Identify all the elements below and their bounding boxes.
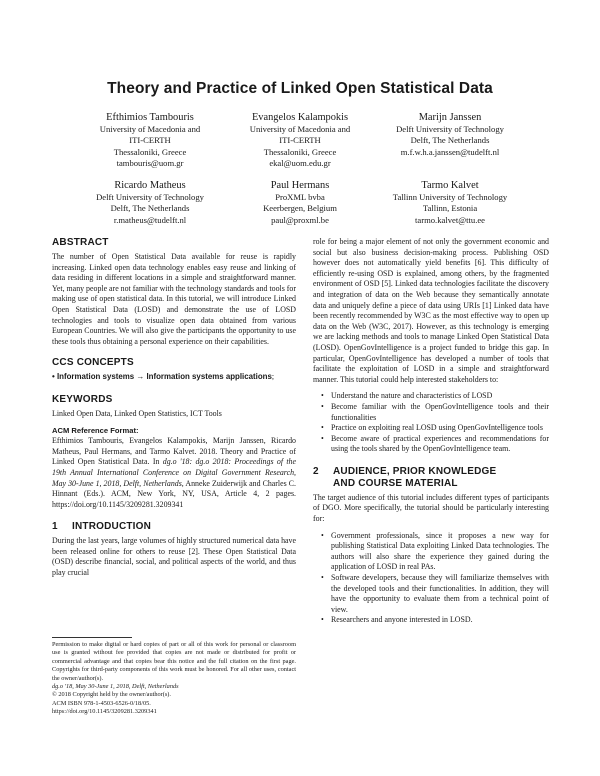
author-name: Efthimios Tambouris [106, 112, 194, 123]
list-item: • Become aware of practical experiences and recommendations for using the tools shared by the OpenGovIntelligence team. [331, 434, 549, 455]
left-column [52, 237, 296, 579]
author-email: r.matheus@tudelft.nl [113, 214, 187, 225]
author-name: Paul Hermans [270, 180, 330, 191]
audience-heading [313, 466, 549, 490]
intro-heading [52, 521, 296, 533]
author-affiliation: University of Macedonia and [99, 124, 201, 134]
reference-publisher: , Anneke Zuiderwijk and Charles C. Hinnant (Eds.). ACM, New York, NY, USA, Article 4, 2 pages. https://doi.org/10.1145/3209281.3209341 [52, 478, 296, 509]
author-affiliation: Delft University of Technology [96, 192, 204, 202]
ccs-item: Information systems [56, 372, 135, 382]
section-number: 1 [52, 521, 58, 533]
author-affiliation: Delft University of Technology [396, 124, 504, 134]
list-item: • Government professionals, since it proposes a new way for publishing Statistical Data exploiting Linked Data technologies. The authors will also share the experience they gained during the application of LOSD in real PAs. [331, 531, 549, 573]
ccs-concepts: • Information systems → Information systems applications; [52, 372, 275, 382]
author-affiliation: University of Macedonia and [249, 124, 351, 134]
reference-heading: ACM Reference Format: [52, 425, 139, 435]
section-title: AND COURSE MATERIAL [333, 477, 458, 489]
author-location: Delft, The Netherlands [410, 135, 490, 146]
author-name: Evangelos Kalampokis [251, 112, 349, 123]
list-item: • Become familiar with the OpenGovIntelligence tools and their functionalities [331, 402, 549, 423]
author-location: Thessaloniki, Greece [113, 146, 187, 157]
author-location: Tallinn, Estonia [422, 203, 478, 214]
permission-notice: Permission to make digital or hard copies of part or all of this work for personal or classroom use is granted without fee provided that copies are not made or distributed for profit or commercial advantage and that copies bear this notice and the full citation on the first page. Copyrights for third-party components of this work must be honored. For all other uses, contact the owner/author(s). [52, 641, 296, 682]
author-name: Marijn Janssen [418, 112, 482, 123]
section-title: INTRODUCTION [72, 521, 152, 533]
author-name: Ricardo Matheus [114, 180, 186, 191]
right-column [313, 237, 549, 626]
author-affiliation: ProXML bvba [275, 192, 325, 202]
list-item: • Practice on exploiting real LOSD using OpenGovIntelligence tools [331, 423, 549, 434]
intro-text: During the last years, large volumes of highly structured numerical data have been released online for others to reuse [2]. These Open Statistical Data (OSD) describe financial, social, and political aspects of the world, and thus play crucial [52, 536, 296, 578]
author-affiliation: Tallinn University of Technology [392, 192, 508, 202]
ccs-arrow: → [136, 372, 145, 382]
audience-text: The target audience of this tutorial includes different types of participants of DGO. More specifically, the tutorial should be particularly interesting for: [313, 492, 549, 524]
audience-bullet-list [313, 531, 549, 626]
author-affiliation: ITI-CERTH [279, 135, 321, 146]
ccs-item: Information systems applications [146, 372, 272, 382]
author-affiliation: ITI-CERTH [129, 135, 171, 146]
intro-bullet-list [313, 391, 549, 455]
ccs-tail: ; [271, 372, 275, 382]
keywords-heading: KEYWORDS [52, 393, 113, 405]
abstract-heading: ABSTRACT [52, 237, 109, 248]
list-item: • Software developers, because they will familiarize themselves with the developed tools and their functionalities. In addition, they will have the opportunity to evaluate them from a technical point of view. [331, 573, 549, 615]
author-email: tarmo.kalvet@ttu.ee [415, 214, 485, 225]
author-location: Thessaloniki, Greece [263, 146, 337, 157]
author-block [360, 111, 540, 158]
author-email: m.f.w.h.a.janssen@tudelft.nl [400, 146, 500, 157]
copyright-line: © 2018 Copyright held by the owner/author(s). [52, 691, 171, 699]
reference-venue: dg.o '18: dg.o 2018: Proceedings of the 19th Annual International Conference on Digital Government Research, May 30-June 1, 2018, Delft, Netherlands [52, 457, 296, 488]
doi-line: https://doi.org/10.1145/3209281.3209341 [52, 708, 157, 716]
author-email: paul@proxml.be [271, 214, 329, 225]
author-block [360, 179, 540, 226]
list-item: • Researchers and anyone interested in LOSD. [331, 615, 549, 626]
abstract-text: The number of Open Statistical Data available for reuse is rapidly increasing. Linked open data technology enables easy reuse and linking of data residing in different locations in a simple and straightforward manner. Yet, many people are not familiar with the technology standards and tools for making use of open statistical data. In this tutorial, we will introduce Linked Open Statistical Data (LOSD) and demonstrate the use of LOSD technologies and tools to visualize open data obtained from various European Countries. We will also give the participants the opportunity to use these tools thus obtaining a personal experience on their capabilities. [52, 252, 296, 346]
reference-text [52, 436, 296, 510]
author-location: Keerbergen, Belgium [263, 203, 337, 214]
author-location: Delft, The Netherlands [110, 203, 190, 214]
ccs-heading: CCS CONCEPTS [52, 357, 134, 369]
footnote [52, 641, 296, 717]
keywords-text: Linked Open Data, Linked Open Statistics, ICT Tools [52, 408, 222, 418]
section-number: 2 [313, 465, 319, 477]
section-title: AUDIENCE, PRIOR KNOWLEDGE [333, 465, 497, 477]
footnote-rule [52, 637, 132, 638]
author-email: ekal@uom.edu.gr [269, 158, 331, 169]
isbn-line: ACM ISBN 978-1-4503-6526-0/18/05. [52, 699, 151, 707]
paper-title: Theory and Practice of Linked Open Statistical Data [107, 80, 493, 97]
list-item: • Understand the nature and characteristics of LOSD [331, 391, 549, 402]
reference-authors: Efthimios Tambouris, Evangelos Kalampokis, Marijn Janssen, Ricardo Matheus, Paul Hermans, and Tarmo Kalvet. 2018. Theory and Practice of Linked Open Statistical Data. In [52, 436, 296, 467]
intro-continued: role for being a major element of not only the government economic and social but also business decision-making process. Publishing OSD however does not automatically yield benefits [6]. This difficulty of efficiently re-using OSD is explained, among others, by the fragmented environment of OSD [5]. Linked data technologies facilitate the discovery and integration of data on the Web because they semantically annotate data and uniquely define a piece of data using URIs [1] Linked data have been recently recommended by W3C as the most effective way to open up data on the Web (W3C, 2017). However, as this technology is emerging we are lacking methods and tools to manage Linked Open Statistical Data (LOSD). OpenGovIntelligence is a project funded to bridge this gap. In particular, OpenGovIntelligence has developed a number of tools that facilitate the exploitation of LOSD in a simple and straightforward manner. This tutorial could help interested stakeholders to: [313, 237, 549, 384]
venue-line: dg.o '18, May 30-June 1, 2018, Delft, Netherlands [52, 683, 179, 691]
author-name: Tarmo Kalvet [421, 180, 479, 191]
author-email: tambouris@uom.gr [116, 158, 184, 169]
